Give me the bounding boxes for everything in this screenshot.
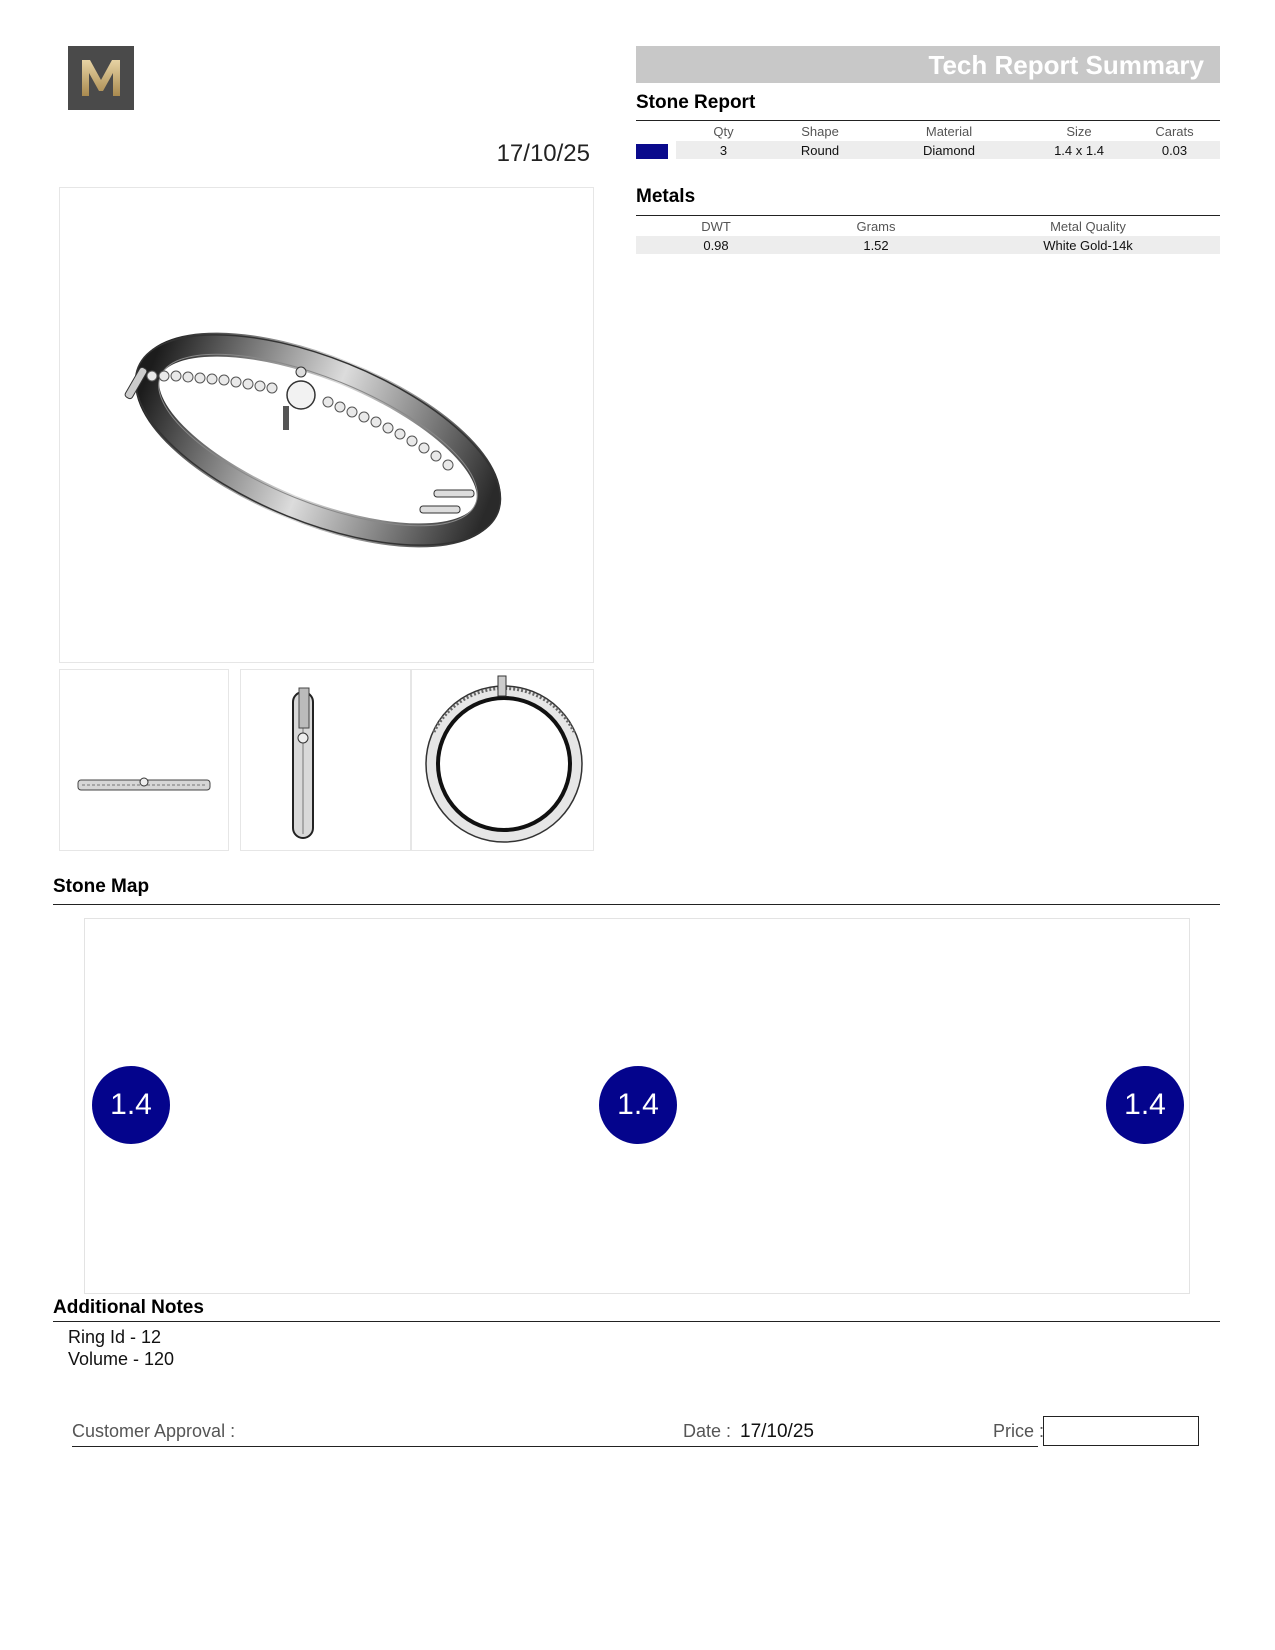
metals-rule: [636, 215, 1220, 216]
stone-report-heading: Stone Report: [636, 92, 756, 113]
stone-color-swatch: [636, 141, 676, 159]
approval-date-value: 17/10/25: [740, 1421, 814, 1442]
stone-report-rule: [636, 120, 1220, 121]
stone-map-rule: [53, 904, 1220, 905]
approval-signature-line: [72, 1446, 1038, 1447]
table-header-row: [636, 122, 1220, 141]
table-cell: White Gold-14k: [956, 236, 1220, 254]
column-header: Carats: [1155, 124, 1194, 139]
table-header-row: [636, 217, 1220, 236]
note-line: Ring Id - 12: [68, 1327, 162, 1347]
ring-perspective-view: [59, 187, 594, 663]
table-cell: Diamond: [869, 141, 1029, 159]
note-line: Volume - 120: [68, 1349, 175, 1369]
price-field[interactable]: [1043, 1416, 1199, 1446]
column-header: Size: [1066, 124, 1092, 139]
stone-marker: 1.4: [599, 1066, 677, 1144]
table-cell: Round: [771, 141, 869, 159]
ring-side-view: [240, 669, 411, 851]
stone-map-heading: Stone Map: [53, 876, 150, 897]
date-label: Date :: [683, 1421, 732, 1441]
notes-heading: Additional Notes: [53, 1297, 204, 1318]
table-cell: 1.4 x 1.4: [1029, 141, 1129, 159]
metals-table: [636, 217, 1220, 254]
ring-front-view: [59, 669, 229, 851]
column-header: DWT: [701, 219, 731, 234]
notes-rule: [53, 1321, 1220, 1322]
company-logo: [68, 46, 134, 110]
metals-heading: Metals: [636, 186, 696, 207]
table-row: [636, 141, 1220, 159]
price-label: Price :: [993, 1421, 1045, 1441]
table-cell: 0.03: [1129, 141, 1220, 159]
column-header: Grams: [856, 219, 896, 234]
report-date: 17/10/25: [496, 140, 590, 167]
column-header: Qty: [713, 124, 734, 139]
report-title: Tech Report Summary: [928, 50, 1204, 80]
column-header: Material: [925, 124, 973, 139]
column-header: Metal Quality: [1050, 219, 1126, 234]
table-cell: 3: [676, 141, 771, 159]
ring-top-view: [411, 669, 594, 851]
table-row: [636, 236, 1220, 254]
stone-report-table: [636, 122, 1220, 159]
table-cell: 1.52: [796, 236, 956, 254]
column-header: Shape: [801, 124, 839, 139]
report-title-bar: [636, 46, 1220, 83]
notes-body: [68, 1326, 174, 1370]
stone-map-canvas: [84, 918, 1190, 1294]
stone-marker: 1.4: [1106, 1066, 1184, 1144]
stone-marker: 1.4: [92, 1066, 170, 1144]
table-cell: 0.98: [636, 236, 796, 254]
customer-approval-label: Customer Approval :: [72, 1421, 236, 1441]
